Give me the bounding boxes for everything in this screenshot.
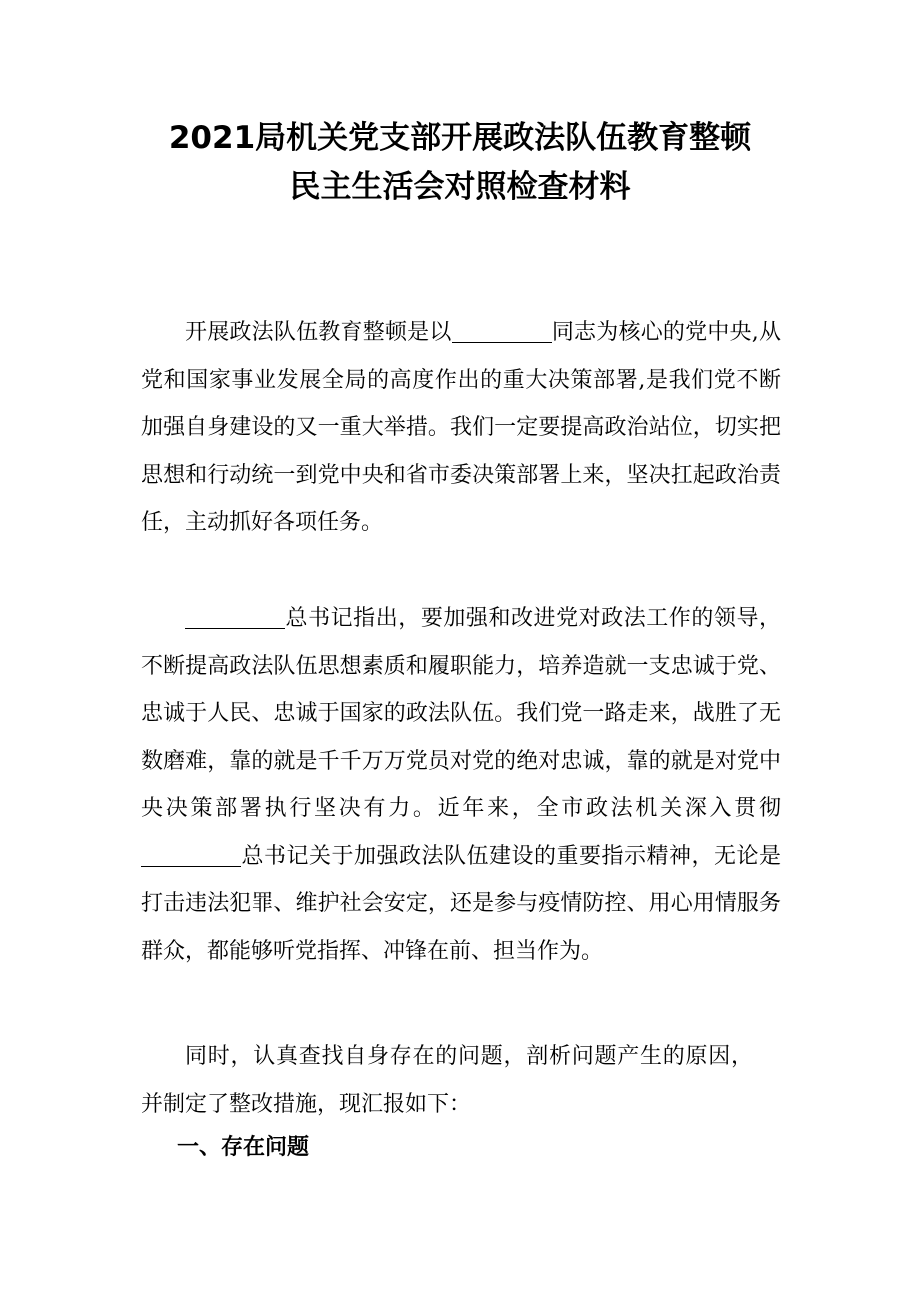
fill-in-blank (185, 604, 285, 629)
section-heading: 一、存在问题 (177, 1135, 310, 1160)
paragraph-1 (141, 309, 781, 547)
paragraph-2 (141, 595, 781, 975)
document-title-line-1: 2021局机关党支部开展政法队伍教育整顿 (168, 120, 752, 156)
document-title-line-2: 民主生活会对照检查材料 (289, 169, 631, 205)
paragraph-1-text-b: 同志为核心的党中央,从党和国家事业发展全局的高度作出的重大决策部署,是我们党不断加强自身建设的又一重大举措。我们一定要提高政治站位，切实把思想和行动统一到党中央和省市委决策部署上来，坚决扛起政治责任，主动抓好各项任务。 (141, 320, 781, 535)
paragraph-3: 同时，认真查找自身存在的问题，剖析问题产生的原因，并制定了整改措施，现汇报如下： (141, 1044, 753, 1117)
fill-in-blank (452, 318, 552, 343)
paragraph-2-text-a: 总书记指出，要加强和改进党对政法工作的领导，不断提高政法队伍思想素质和履职能力，培养造就一支忠诚于党、忠诚于人民、忠诚于国家的政法队伍。我们党一路走来，战胜了无数磨难，靠的就是千千万万党员对党的绝对忠诚，靠的就是对党中央决策部署执行坚决有力。近年来，全市政法机关深入贯彻 (141, 606, 781, 821)
fill-in-blank (141, 842, 241, 867)
paragraph-2-text-b: 总书记关于加强政法队伍建设的重要指示精神，无论是打击违法犯罪、维护社会安定，还是参与疫情防控、用心用情服务群众，都能够听党指挥、冲锋在前、担当作为。 (141, 843, 781, 964)
paragraph-1-text-a: 开展政法队伍教育整顿是以 (185, 320, 452, 345)
